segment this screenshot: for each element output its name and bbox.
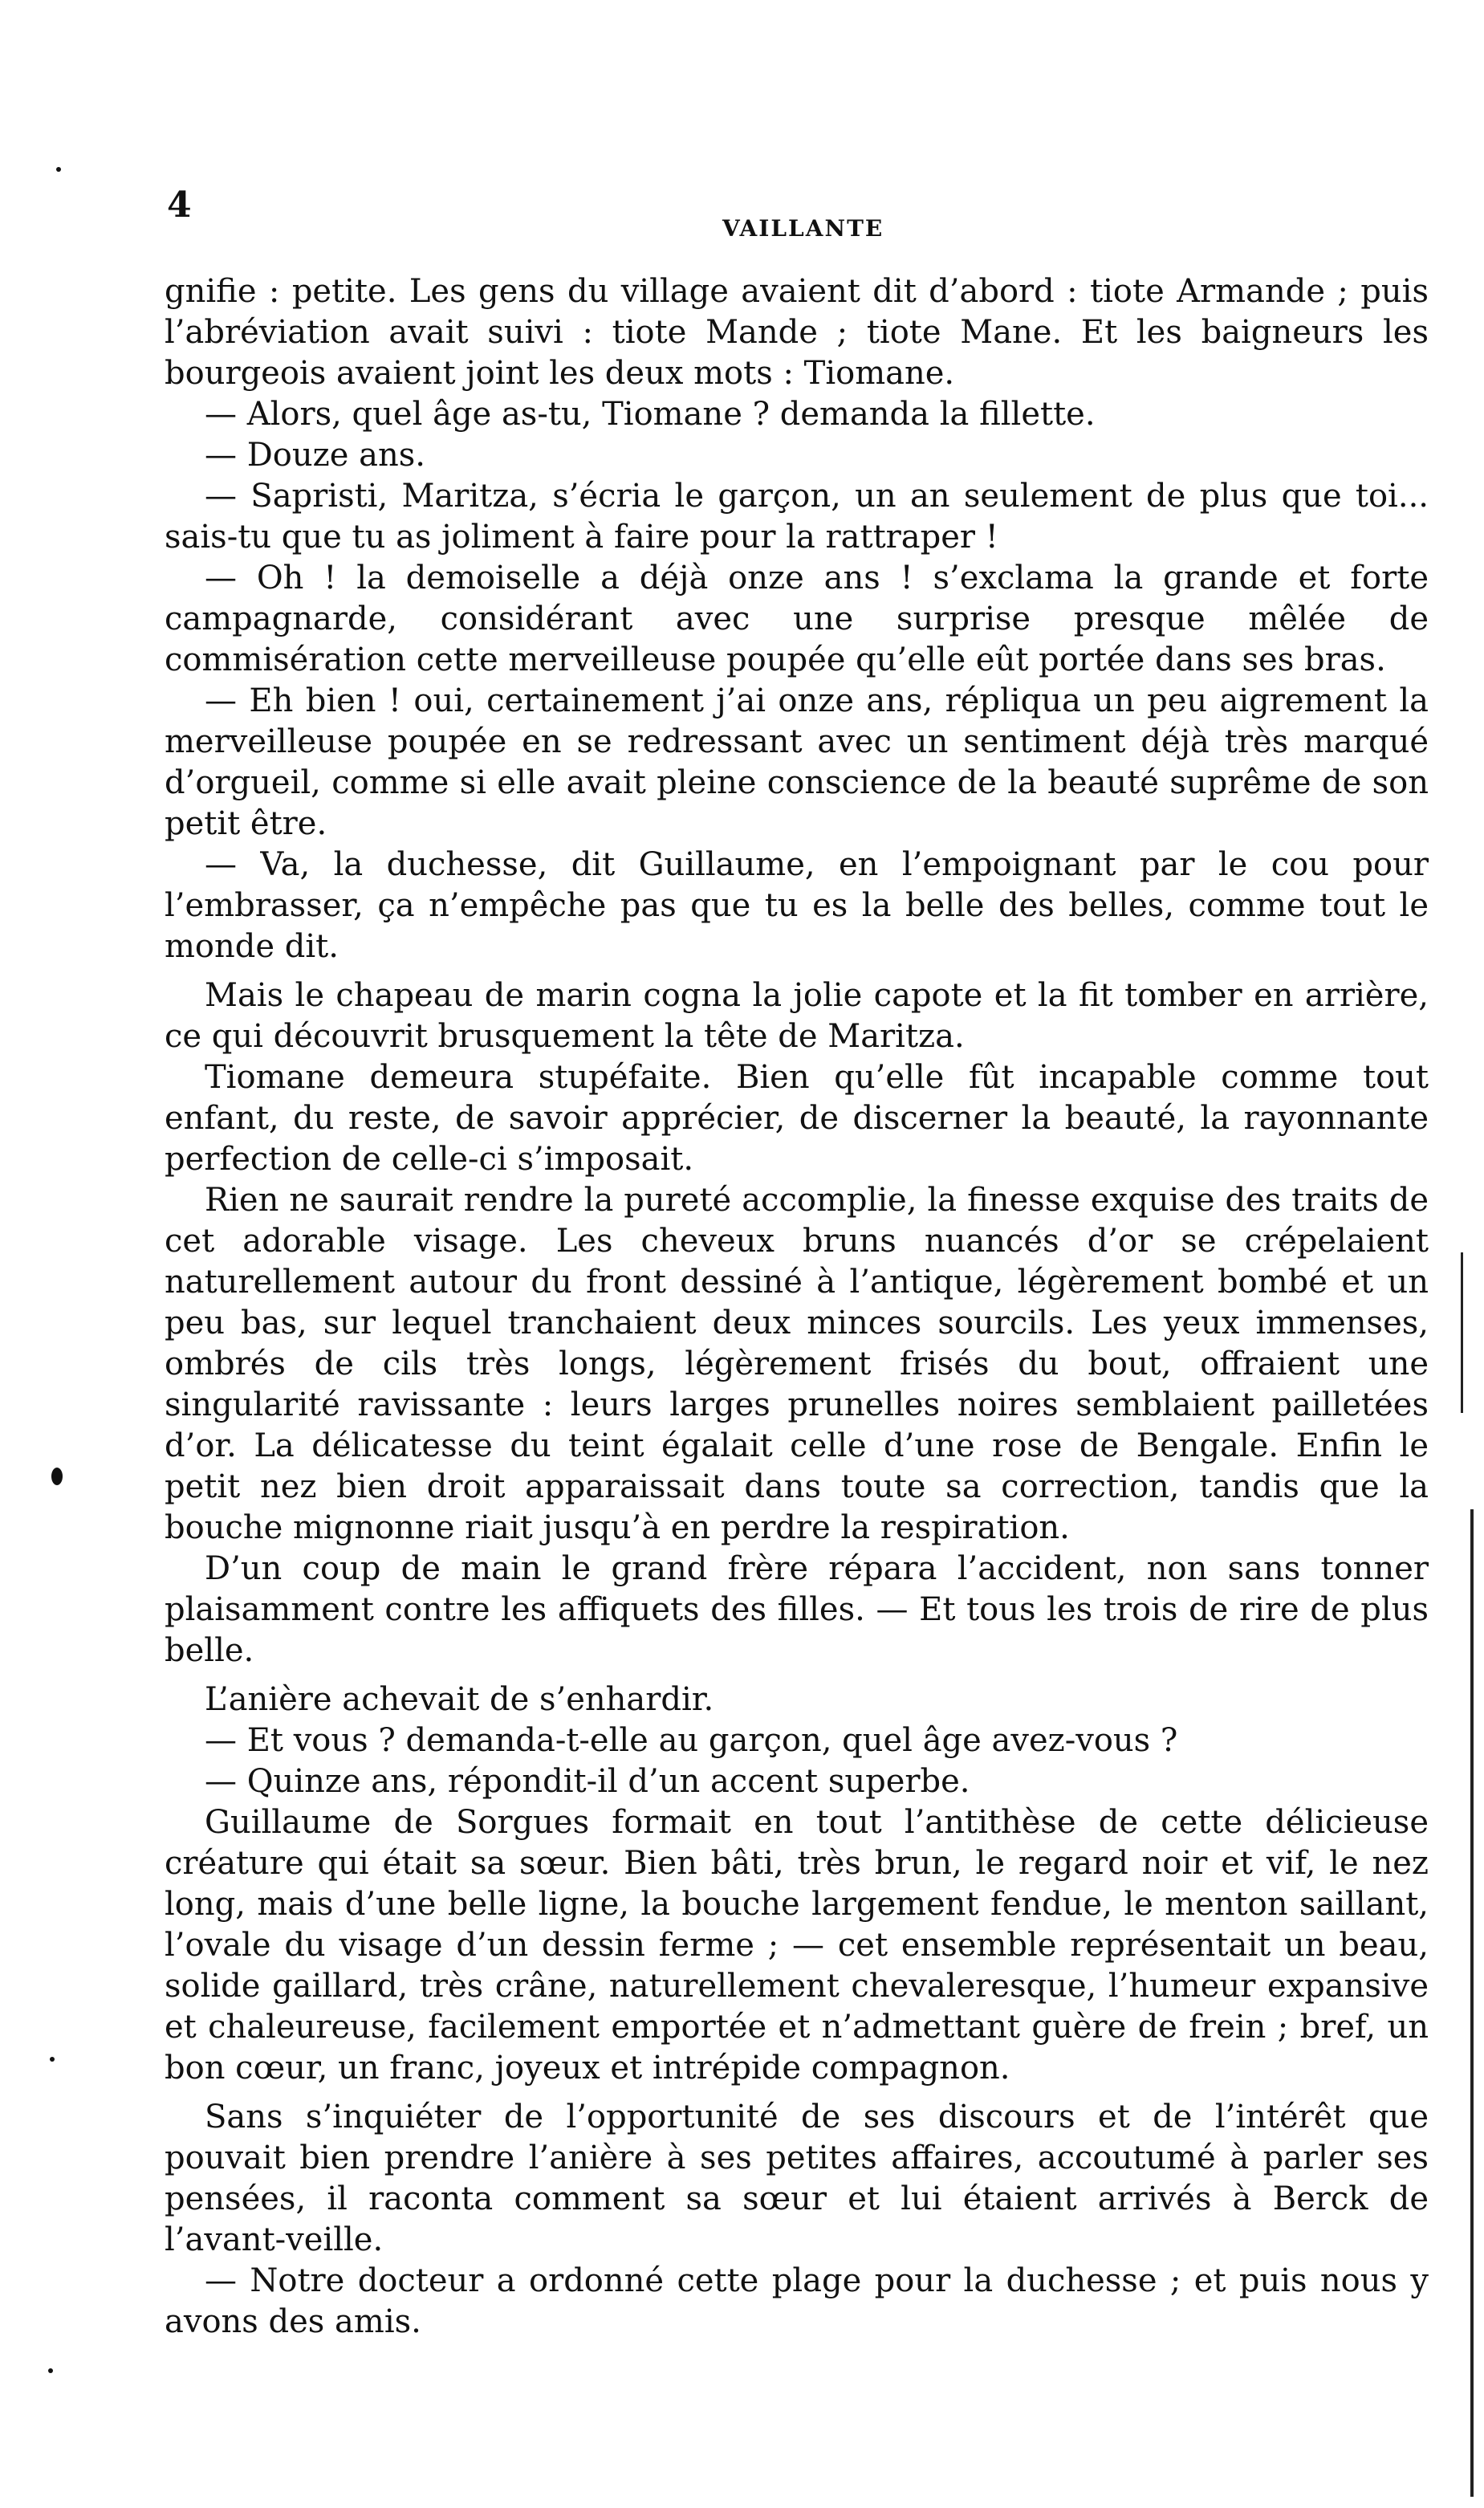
running-head-title: VAILLANTE	[722, 215, 884, 242]
paragraph: D’un coup de main le grand frère répara l’accident, non sans tonner plaisamment contre les affiquets des filles. — Et tous les trois de rire de plus belle.	[165, 1550, 1429, 1669]
paragraph: L’anière achevait de s’enhardir.	[205, 1681, 714, 1718]
scan-speck	[48, 2368, 53, 2373]
paragraph: — Va, la duchesse, dit Guillaume, en l’empoignant par le cou pour l’embrasser, ça n’empêche pas que tu es la belle des belles, comme tout le monde dit.	[165, 846, 1429, 965]
paragraph: — Notre docteur a ordonné cette plage pour la duchesse ; et puis nous y avons des amis.	[165, 2262, 1429, 2340]
scan-speck	[50, 2057, 55, 2062]
scan-edge-line	[1470, 1509, 1474, 2497]
paragraph: — Sapristi, Maritza, s’écria le garçon, un an seulement de plus que toi... sais-tu que tu as joliment à faire pour la rattraper !	[165, 478, 1429, 556]
paragraph: Mais le chapeau de marin cogna la jolie capote et la fit tomber en arrière, ce qui découvrit brusquement la tête de Maritza.	[165, 977, 1429, 1055]
paragraph: Guillaume de Sorgues formait en tout l’antithèse de cette délicieuse créature qui était sa sœur. Bien bâti, très brun, le regard noir et vif, le nez long, mais d’une belle ligne, la bouche largement fendue, le menton saillant, l’ovale du visage d’un dessin ferme ; — cet ensemble représentait un beau, solide gaillard, très crâne, naturellement chevaleresque, l’humeur expansive et chaleureuse, facilement emportée et n’admettant guère de frein ; bref, un bon cœur, un franc, joyeux et intrépide compagnon.	[165, 1804, 1429, 2087]
paragraph: — Oh ! la demoiselle a déjà onze ans ! s’exclama la grande et forte campagnarde, considérant avec une surprise presque mêlée de commisération cette merveilleuse poupée qu’elle eût portée dans ses bras.	[165, 560, 1429, 678]
paragraph: Tiomane demeura stupéfaite. Bien qu’elle fût incapable comme tout enfant, du reste, de savoir apprécier, de discerner la beauté, la rayonnante perfection de celle-ci s’imposait.	[165, 1059, 1429, 1178]
scan-edge-line	[1461, 1252, 1463, 1413]
scan-speck	[51, 1468, 63, 1485]
paragraph: gnifie : petite. Les gens du village avaient dit d’abord : tiote Armande ; puis l’abréviation avait suivi : tiote Mande ; tiote Mane. Et les baigneurs les bourgeois avaient joint les deux mots : Tiomane.	[165, 273, 1429, 392]
paragraph: — Et vous ? demanda-t-elle au garçon, quel âge avez-vous ?	[205, 1722, 1178, 1759]
paragraph: — Douze ans.	[205, 437, 425, 474]
paragraph: Sans s’inquiéter de l’opportunité de ses discours et de l’intérêt que pouvait bien prendre l’anière à ses petites affaires, accoutumé à parler ses pensées, il raconta comment sa sœur et lui étaient arrivés à Berck de l’avant-veille.	[165, 2099, 1429, 2258]
body-text	[165, 271, 1429, 2343]
paragraph: Rien ne saurait rendre la pureté accomplie, la finesse exquise des traits de cet adorable visage. Les cheveux bruns nuancés d’or se crépelaient naturellement autour du front dessiné à l’antique, légèrement bombé et un peu bas, sur lequel tranchaient deux minces sourcils. Les yeux immenses, ombrés de cils très longs, légèrement frisés du bout, offraient une singularité ravissante : leurs larges prunelles noires semblaient pailletées d’or. La délicatesse du teint égalait celle d’une rose de Bengale. Enfin le petit nez bien droit apparaissait dans toute sa correction, tandis que la bouche mignonne riait jusqu’à en perdre la respiration.	[165, 1182, 1429, 1546]
paragraph: — Alors, quel âge as-tu, Tiomane ? demanda la fillette.	[205, 396, 1096, 433]
scan-speck	[56, 167, 61, 172]
paragraph: — Eh bien ! oui, certainement j’ai onze ans, répliqua un peu aigrement la merveilleuse poupée en se redressant avec un sentiment déjà très marqué d’orgueil, comme si elle avait pleine conscience de la beauté suprême de son petit être.	[165, 682, 1429, 842]
page-number: 4	[167, 185, 192, 226]
paragraph: — Quinze ans, répondit-il d’un accent superbe.	[205, 1763, 970, 1800]
